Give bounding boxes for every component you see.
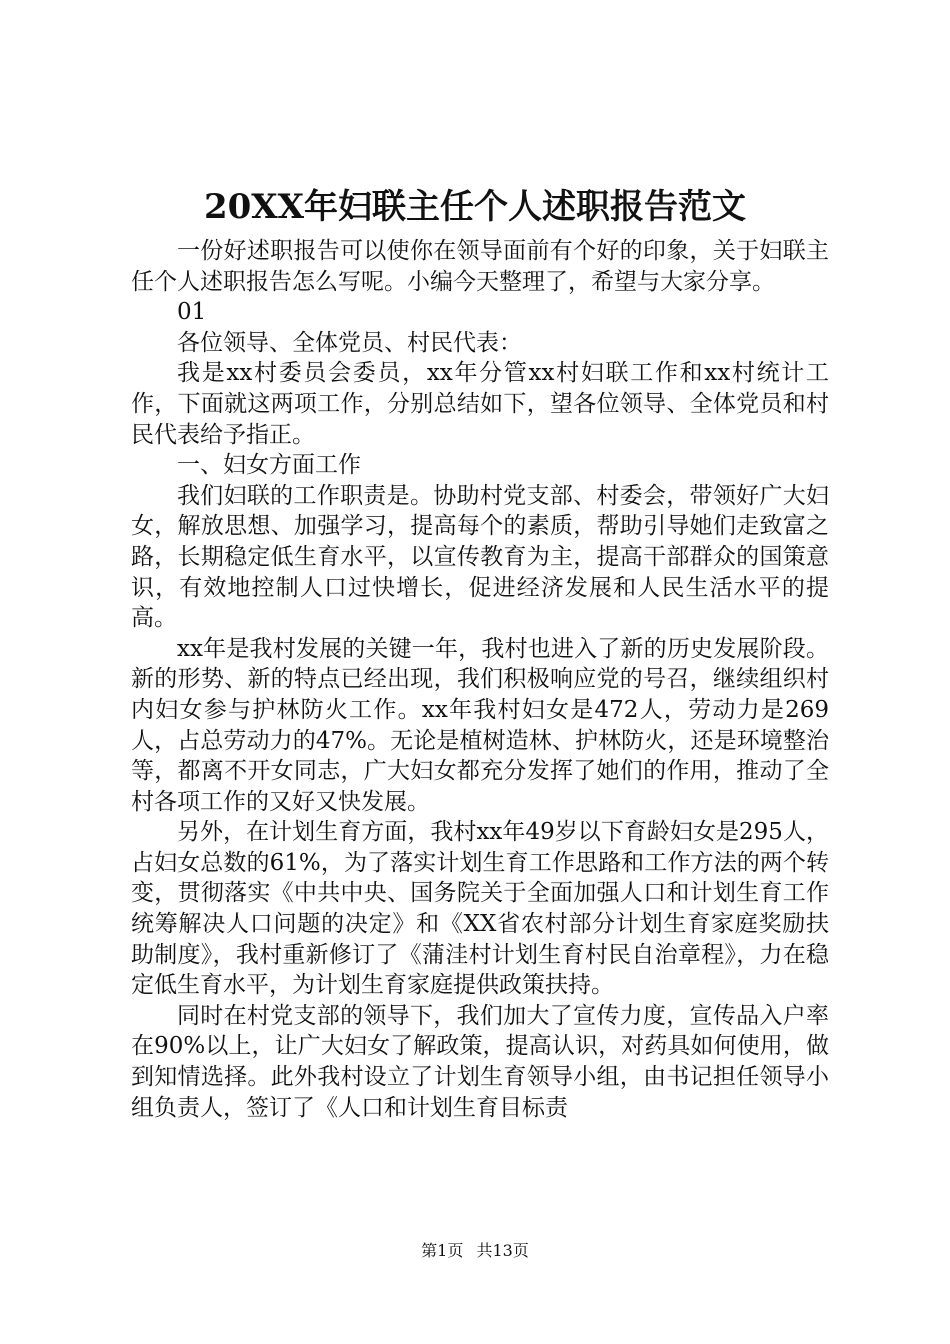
paragraph-opening: 我是xx村委员会委员，xx年分管xx村妇联工作和xx村统计工作，下面就这两项工作，分别总结如下，望各位领导、全体党员和村民代表给予指正。	[131, 360, 829, 448]
document-body	[131, 236, 829, 1123]
paragraph-family-planning: 另外，在计划生育方面，我村xx年49岁以下育龄妇女是295人，占妇女总数的61%，为了落实计划生育工作思路和工作方法的两个转变，贯彻落实《中共中央、国务院关于全面加强人口和计划生育工作统筹解决人口问题的决定》和《XX省农村部分计划生育家庭奖励扶助制度》，我村重新修订了《蒲洼村计划生育村民自治章程》，力在稳定低生育水平，为计划生育家庭提供政策扶持。	[131, 819, 829, 999]
page-footer	[0, 1240, 950, 1262]
section-number: 01	[177, 299, 207, 326]
paragraph-duties: 我们妇联的工作职责是。协助村党支部、村委会，带领好广大妇女，解放思想、加强学习，提高每个的素质，帮助引导她们走致富之路，长期稳定低生育水平，以宣传教育为主，提高干部群众的国策意识，有效地控制人口过快增长，促进经济发展和人民生活水平的提高。	[131, 482, 829, 632]
section-heading: 一、妇女方面工作	[177, 452, 361, 479]
paragraph-development: xx年是我村发展的关键一年，我村也进入了新的历史发展阶段。新的形势、新的特点已经出现，我们积极响应党的号召，继续组织村内妇女参与护林防火工作。xx年我村妇女是472人，劳动力是269人，占总劳动力的47%。无论是植树造林、护林防火，还是环境整治等，都离不开女同志，广大妇女都充分发挥了她们的作用，推动了全村各项工作的又好又快发展。	[131, 635, 829, 815]
salutation: 各位领导、全体党员、村民代表：	[177, 329, 522, 356]
page-total: 共13页	[476, 1241, 529, 1260]
page-number: 第1页	[421, 1241, 464, 1260]
paragraph-intro: 一份好述职报告可以使你在领导面前有个好的印象，关于妇联主任个人述职报告怎么写呢。小编今天整理了，希望与大家分享。	[131, 238, 829, 295]
paragraph-publicity: 同时在村党支部的领导下，我们加大了宣传力度，宣传品入户率在90%以上，让广大妇女了解政策，提高认识，对药具如何使用，做到知情选择。此外我村设立了计划生育领导小组，由书记担任领导小组负责人，签订了《人口和计划生育目标责	[131, 1002, 829, 1121]
document-title: 20XX年妇联主任个人述职报告范文	[203, 187, 747, 227]
